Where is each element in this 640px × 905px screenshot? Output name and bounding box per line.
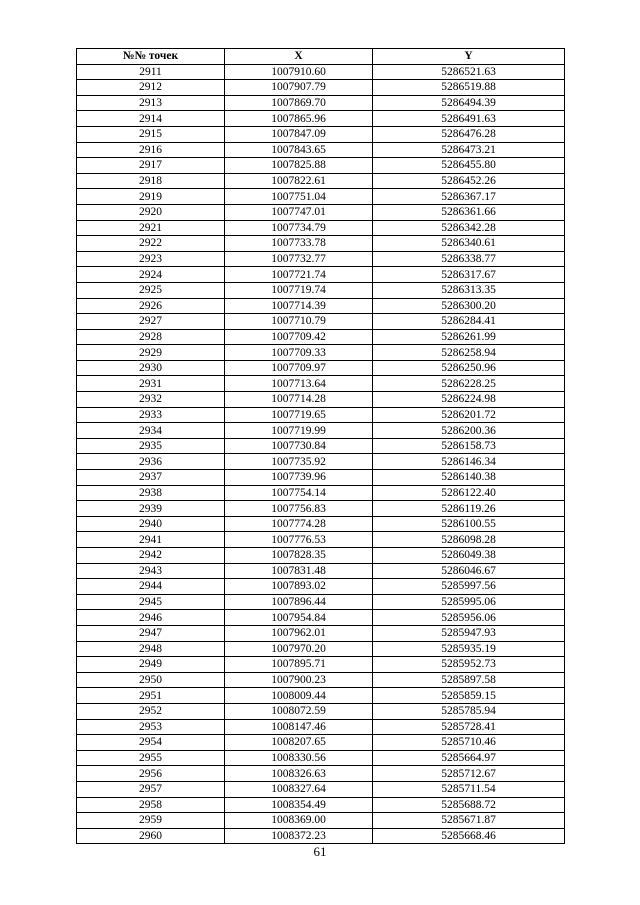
cell-x: 1007732.77 [225, 251, 373, 267]
cell-y: 5286494.39 [373, 95, 565, 111]
table-row [77, 594, 565, 610]
cell-x: 1008326.63 [225, 766, 373, 782]
cell-point-number: 2954 [77, 735, 225, 751]
cell-x: 1007751.04 [225, 189, 373, 205]
header-y: Y [373, 49, 565, 65]
table-row [77, 797, 565, 813]
cell-x: 1007747.01 [225, 204, 373, 220]
cell-point-number: 2944 [77, 579, 225, 595]
table-row [77, 142, 565, 158]
table-row [77, 688, 565, 704]
cell-point-number: 2919 [77, 189, 225, 205]
table-row [77, 703, 565, 719]
cell-y: 5286098.28 [373, 532, 565, 548]
table-row [77, 220, 565, 236]
table-row [77, 95, 565, 111]
cell-y: 5285859.15 [373, 688, 565, 704]
cell-y: 5286342.28 [373, 220, 565, 236]
cell-point-number: 2959 [77, 813, 225, 829]
table-row [77, 548, 565, 564]
table-row [77, 376, 565, 392]
cell-y: 5285956.06 [373, 610, 565, 626]
cell-y: 5286521.63 [373, 64, 565, 80]
cell-point-number: 2917 [77, 158, 225, 174]
cell-y: 5286228.25 [373, 376, 565, 392]
cell-y: 5285712.67 [373, 766, 565, 782]
cell-point-number: 2946 [77, 610, 225, 626]
cell-y: 5286317.67 [373, 267, 565, 283]
cell-x: 1007734.79 [225, 220, 373, 236]
cell-point-number: 2960 [77, 828, 225, 844]
cell-x: 1008369.00 [225, 813, 373, 829]
cell-y: 5285785.94 [373, 703, 565, 719]
table-row [77, 501, 565, 517]
cell-x: 1007962.01 [225, 625, 373, 641]
table-row [77, 641, 565, 657]
table-row [77, 282, 565, 298]
cell-y: 5286340.61 [373, 236, 565, 252]
cell-y: 5286122.40 [373, 485, 565, 501]
cell-point-number: 2921 [77, 220, 225, 236]
cell-point-number: 2916 [77, 142, 225, 158]
table-row [77, 563, 565, 579]
cell-point-number: 2932 [77, 392, 225, 408]
table-row [77, 407, 565, 423]
cell-x: 1008327.64 [225, 781, 373, 797]
cell-point-number: 2952 [77, 703, 225, 719]
cell-y: 5286261.99 [373, 329, 565, 345]
table-row [77, 80, 565, 96]
cell-point-number: 2935 [77, 438, 225, 454]
cell-x: 1007739.96 [225, 470, 373, 486]
table-row [77, 735, 565, 751]
table-row [77, 750, 565, 766]
table-row [77, 360, 565, 376]
cell-y: 5286473.21 [373, 142, 565, 158]
cell-y: 5285897.58 [373, 672, 565, 688]
cell-x: 1007843.65 [225, 142, 373, 158]
cell-x: 1007713.64 [225, 376, 373, 392]
cell-x: 1007907.79 [225, 80, 373, 96]
cell-x: 1008207.65 [225, 735, 373, 751]
cell-point-number: 2923 [77, 251, 225, 267]
cell-y: 5286338.77 [373, 251, 565, 267]
cell-x: 1007954.84 [225, 610, 373, 626]
table-row [77, 345, 565, 361]
cell-point-number: 2928 [77, 329, 225, 345]
cell-y: 5285952.73 [373, 657, 565, 673]
table-header [77, 49, 565, 65]
cell-x: 1007709.42 [225, 329, 373, 345]
table-row [77, 423, 565, 439]
cell-x: 1007869.70 [225, 95, 373, 111]
table-row [77, 485, 565, 501]
table-row [77, 532, 565, 548]
cell-y: 5286476.28 [373, 126, 565, 142]
cell-y: 5286361.66 [373, 204, 565, 220]
cell-y: 5285728.41 [373, 719, 565, 735]
table-row [77, 173, 565, 189]
cell-point-number: 2926 [77, 298, 225, 314]
header-row [77, 49, 565, 65]
cell-x: 1008147.46 [225, 719, 373, 735]
cell-y: 5286140.38 [373, 470, 565, 486]
table-row [77, 314, 565, 330]
cell-x: 1007733.78 [225, 236, 373, 252]
cell-y: 5286367.17 [373, 189, 565, 205]
cell-x: 1008009.44 [225, 688, 373, 704]
cell-x: 1007893.02 [225, 579, 373, 595]
table-row [77, 392, 565, 408]
cell-y: 5286046.67 [373, 563, 565, 579]
cell-y: 5285664.97 [373, 750, 565, 766]
cell-x: 1007714.39 [225, 298, 373, 314]
cell-point-number: 2943 [77, 563, 225, 579]
cell-x: 1007714.28 [225, 392, 373, 408]
cell-y: 5285947.93 [373, 625, 565, 641]
cell-y: 5286313.35 [373, 282, 565, 298]
table-row [77, 579, 565, 595]
cell-point-number: 2951 [77, 688, 225, 704]
table-row [77, 516, 565, 532]
cell-point-number: 2938 [77, 485, 225, 501]
cell-x: 1007896.44 [225, 594, 373, 610]
cell-x: 1007900.23 [225, 672, 373, 688]
cell-point-number: 2937 [77, 470, 225, 486]
table-row [77, 610, 565, 626]
cell-point-number: 2958 [77, 797, 225, 813]
cell-point-number: 2945 [77, 594, 225, 610]
cell-point-number: 2929 [77, 345, 225, 361]
cell-y: 5286519.88 [373, 80, 565, 96]
coordinates-table [76, 48, 565, 844]
cell-x: 1007774.28 [225, 516, 373, 532]
cell-x: 1007709.33 [225, 345, 373, 361]
table-row [77, 267, 565, 283]
cell-x: 1008330.56 [225, 750, 373, 766]
cell-x: 1008372.23 [225, 828, 373, 844]
cell-x: 1008354.49 [225, 797, 373, 813]
cell-x: 1007719.99 [225, 423, 373, 439]
cell-y: 5286100.55 [373, 516, 565, 532]
cell-y: 5286300.20 [373, 298, 565, 314]
cell-y: 5285997.56 [373, 579, 565, 595]
cell-y: 5285711.54 [373, 781, 565, 797]
cell-x: 1007754.14 [225, 485, 373, 501]
cell-point-number: 2931 [77, 376, 225, 392]
cell-point-number: 2925 [77, 282, 225, 298]
cell-x: 1007847.09 [225, 126, 373, 142]
cell-x: 1007825.88 [225, 158, 373, 174]
cell-y: 5286119.26 [373, 501, 565, 517]
cell-point-number: 2955 [77, 750, 225, 766]
cell-point-number: 2913 [77, 95, 225, 111]
cell-x: 1007831.48 [225, 563, 373, 579]
cell-y: 5285935.19 [373, 641, 565, 657]
table-row [77, 158, 565, 174]
cell-x: 1007721.74 [225, 267, 373, 283]
table-row [77, 251, 565, 267]
cell-y: 5286250.96 [373, 360, 565, 376]
cell-y: 5286200.36 [373, 423, 565, 439]
cell-x: 1007895.71 [225, 657, 373, 673]
cell-point-number: 2941 [77, 532, 225, 548]
table-row [77, 236, 565, 252]
table-row [77, 111, 565, 127]
cell-y: 5286284.41 [373, 314, 565, 330]
cell-y: 5286258.94 [373, 345, 565, 361]
cell-x: 1007776.53 [225, 532, 373, 548]
cell-x: 1007710.79 [225, 314, 373, 330]
cell-x: 1008072.59 [225, 703, 373, 719]
cell-x: 1007865.96 [225, 111, 373, 127]
header-x: X [225, 49, 373, 65]
table-row [77, 719, 565, 735]
cell-point-number: 2924 [77, 267, 225, 283]
cell-x: 1007709.97 [225, 360, 373, 376]
cell-point-number: 2939 [77, 501, 225, 517]
cell-point-number: 2918 [77, 173, 225, 189]
table-row [77, 813, 565, 829]
table-row [77, 781, 565, 797]
cell-y: 5285668.46 [373, 828, 565, 844]
cell-point-number: 2915 [77, 126, 225, 142]
cell-point-number: 2957 [77, 781, 225, 797]
cell-x: 1007822.61 [225, 173, 373, 189]
table-row [77, 298, 565, 314]
cell-point-number: 2922 [77, 236, 225, 252]
table-row [77, 189, 565, 205]
cell-point-number: 2934 [77, 423, 225, 439]
cell-point-number: 2927 [77, 314, 225, 330]
cell-y: 5286049.38 [373, 548, 565, 564]
cell-point-number: 2911 [77, 64, 225, 80]
cell-point-number: 2930 [77, 360, 225, 376]
cell-point-number: 2947 [77, 625, 225, 641]
cell-point-number: 2949 [77, 657, 225, 673]
cell-point-number: 2914 [77, 111, 225, 127]
cell-y: 5285995.06 [373, 594, 565, 610]
cell-point-number: 2936 [77, 454, 225, 470]
table-row [77, 204, 565, 220]
cell-y: 5286452.26 [373, 173, 565, 189]
cell-point-number: 2912 [77, 80, 225, 96]
header-point-number: №№ точек [77, 49, 225, 65]
table-row [77, 64, 565, 80]
table-row [77, 657, 565, 673]
cell-y: 5285688.72 [373, 797, 565, 813]
cell-y: 5286158.73 [373, 438, 565, 454]
table-row [77, 766, 565, 782]
cell-point-number: 2956 [77, 766, 225, 782]
cell-point-number: 2942 [77, 548, 225, 564]
table-row [77, 828, 565, 844]
cell-y: 5285710.46 [373, 735, 565, 751]
table-row [77, 329, 565, 345]
cell-y: 5285671.87 [373, 813, 565, 829]
cell-point-number: 2948 [77, 641, 225, 657]
cell-x: 1007910.60 [225, 64, 373, 80]
table-row [77, 672, 565, 688]
table-row [77, 126, 565, 142]
page-number: 61 [313, 844, 327, 859]
table-row [77, 625, 565, 641]
cell-x: 1007970.20 [225, 641, 373, 657]
cell-point-number: 2920 [77, 204, 225, 220]
cell-point-number: 2950 [77, 672, 225, 688]
cell-y: 5286146.34 [373, 454, 565, 470]
cell-x: 1007719.65 [225, 407, 373, 423]
table-row [77, 438, 565, 454]
cell-point-number: 2940 [77, 516, 225, 532]
cell-x: 1007730.84 [225, 438, 373, 454]
cell-y: 5286224.98 [373, 392, 565, 408]
cell-x: 1007828.35 [225, 548, 373, 564]
cell-point-number: 2933 [77, 407, 225, 423]
table-row [77, 470, 565, 486]
cell-y: 5286455.80 [373, 158, 565, 174]
cell-point-number: 2953 [77, 719, 225, 735]
cell-x: 1007735.92 [225, 454, 373, 470]
cell-y: 5286201.72 [373, 407, 565, 423]
table-body [77, 64, 565, 844]
cell-y: 5286491.63 [373, 111, 565, 127]
table-row [77, 454, 565, 470]
cell-x: 1007719.74 [225, 282, 373, 298]
cell-x: 1007756.83 [225, 501, 373, 517]
